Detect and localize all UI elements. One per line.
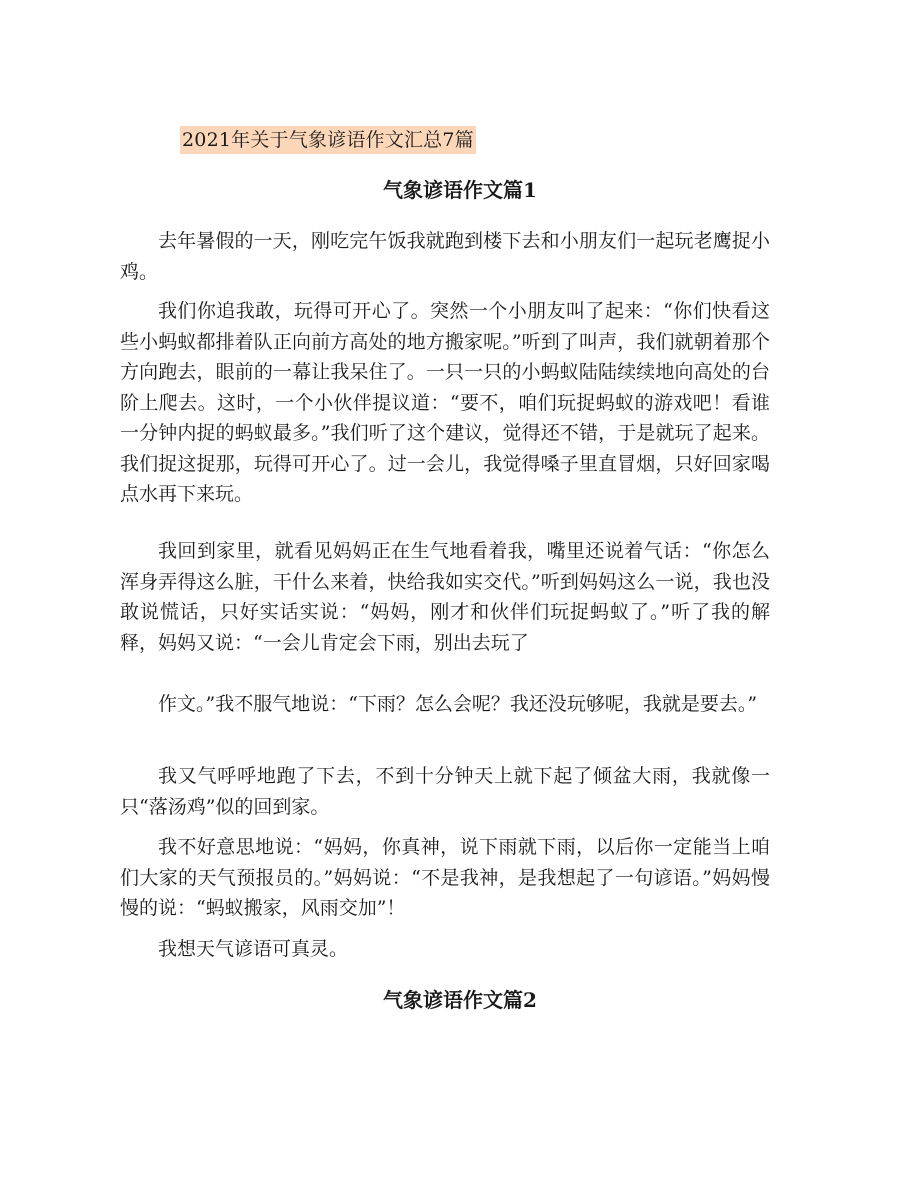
paragraph-1: 去年暑假的一天，刚吃完午饭我就跑到楼下去和小朋友们一起玩老鹰捉小鸡。 [120,230,770,283]
paragraph-6: 我不好意思地说：“妈妈，你真神，说下雨就下雨，以后你一定能当上咱们大家的天气预报员的。”妈妈说：“不是我神，是我想起了一句谚语。”妈妈慢慢的说：“蚂蚁搬家，风雨交加”！ [120,836,770,919]
section-heading-2: 气象谚语作文篇2 [383,988,537,1012]
section-heading-1: 气象谚语作文篇1 [383,178,537,202]
paragraph-7: 我想天气谚语可真灵。 [158,938,349,960]
paragraph-2: 我们你追我敢，玩得可开心了。突然一个小朋友叫了起来：“你们快看这些小蚂蚁都排着队正向前方高处的地方搬家呢。”听到了叫声，我们就朝着那个方向跑去，眼前的一幕让我呆住了。一只一只的小蚂蚁陆陆续续地向高处的台阶上爬去。这时，一个小伙伴提议道：“要不，咱们玩捉蚂蚁的游戏吧！看谁一分钟内捉的蚂蚁最多。”我们听了这个建议，觉得还不错，于是就玩了起来。我们捉这捉那，玩得可开心了。过一会儿，我觉得嗓子里直冒烟，只好回家喝点水再下来玩。 [120,300,770,505]
paragraph-5: 我又气呼呼地跑了下去，不到十分钟天上就下起了倾盆大雨，我就像一只“落汤鸡”似的回到家。 [120,765,770,818]
paragraph-4: 作文。”我不服气地说：“下雨？怎么会呢？我还没玩够呢，我就是要去。” [158,693,758,715]
document-title: 2021年关于气象谚语作文汇总7篇 [180,126,476,154]
paragraph-3: 我回到家里，就看见妈妈正在生气地看着我，嘴里还说着气话：“你怎么浑身弄得这么脏，干什么来着，快给我如实交代。”听到妈妈这么一说，我也没敢说慌话，只好实话实说：“妈妈，刚才和伙伴们玩捉蚂蚁了。”听了我的解释，妈妈又说：“一会儿肯定会下雨，别出去玩了 [120,540,770,654]
